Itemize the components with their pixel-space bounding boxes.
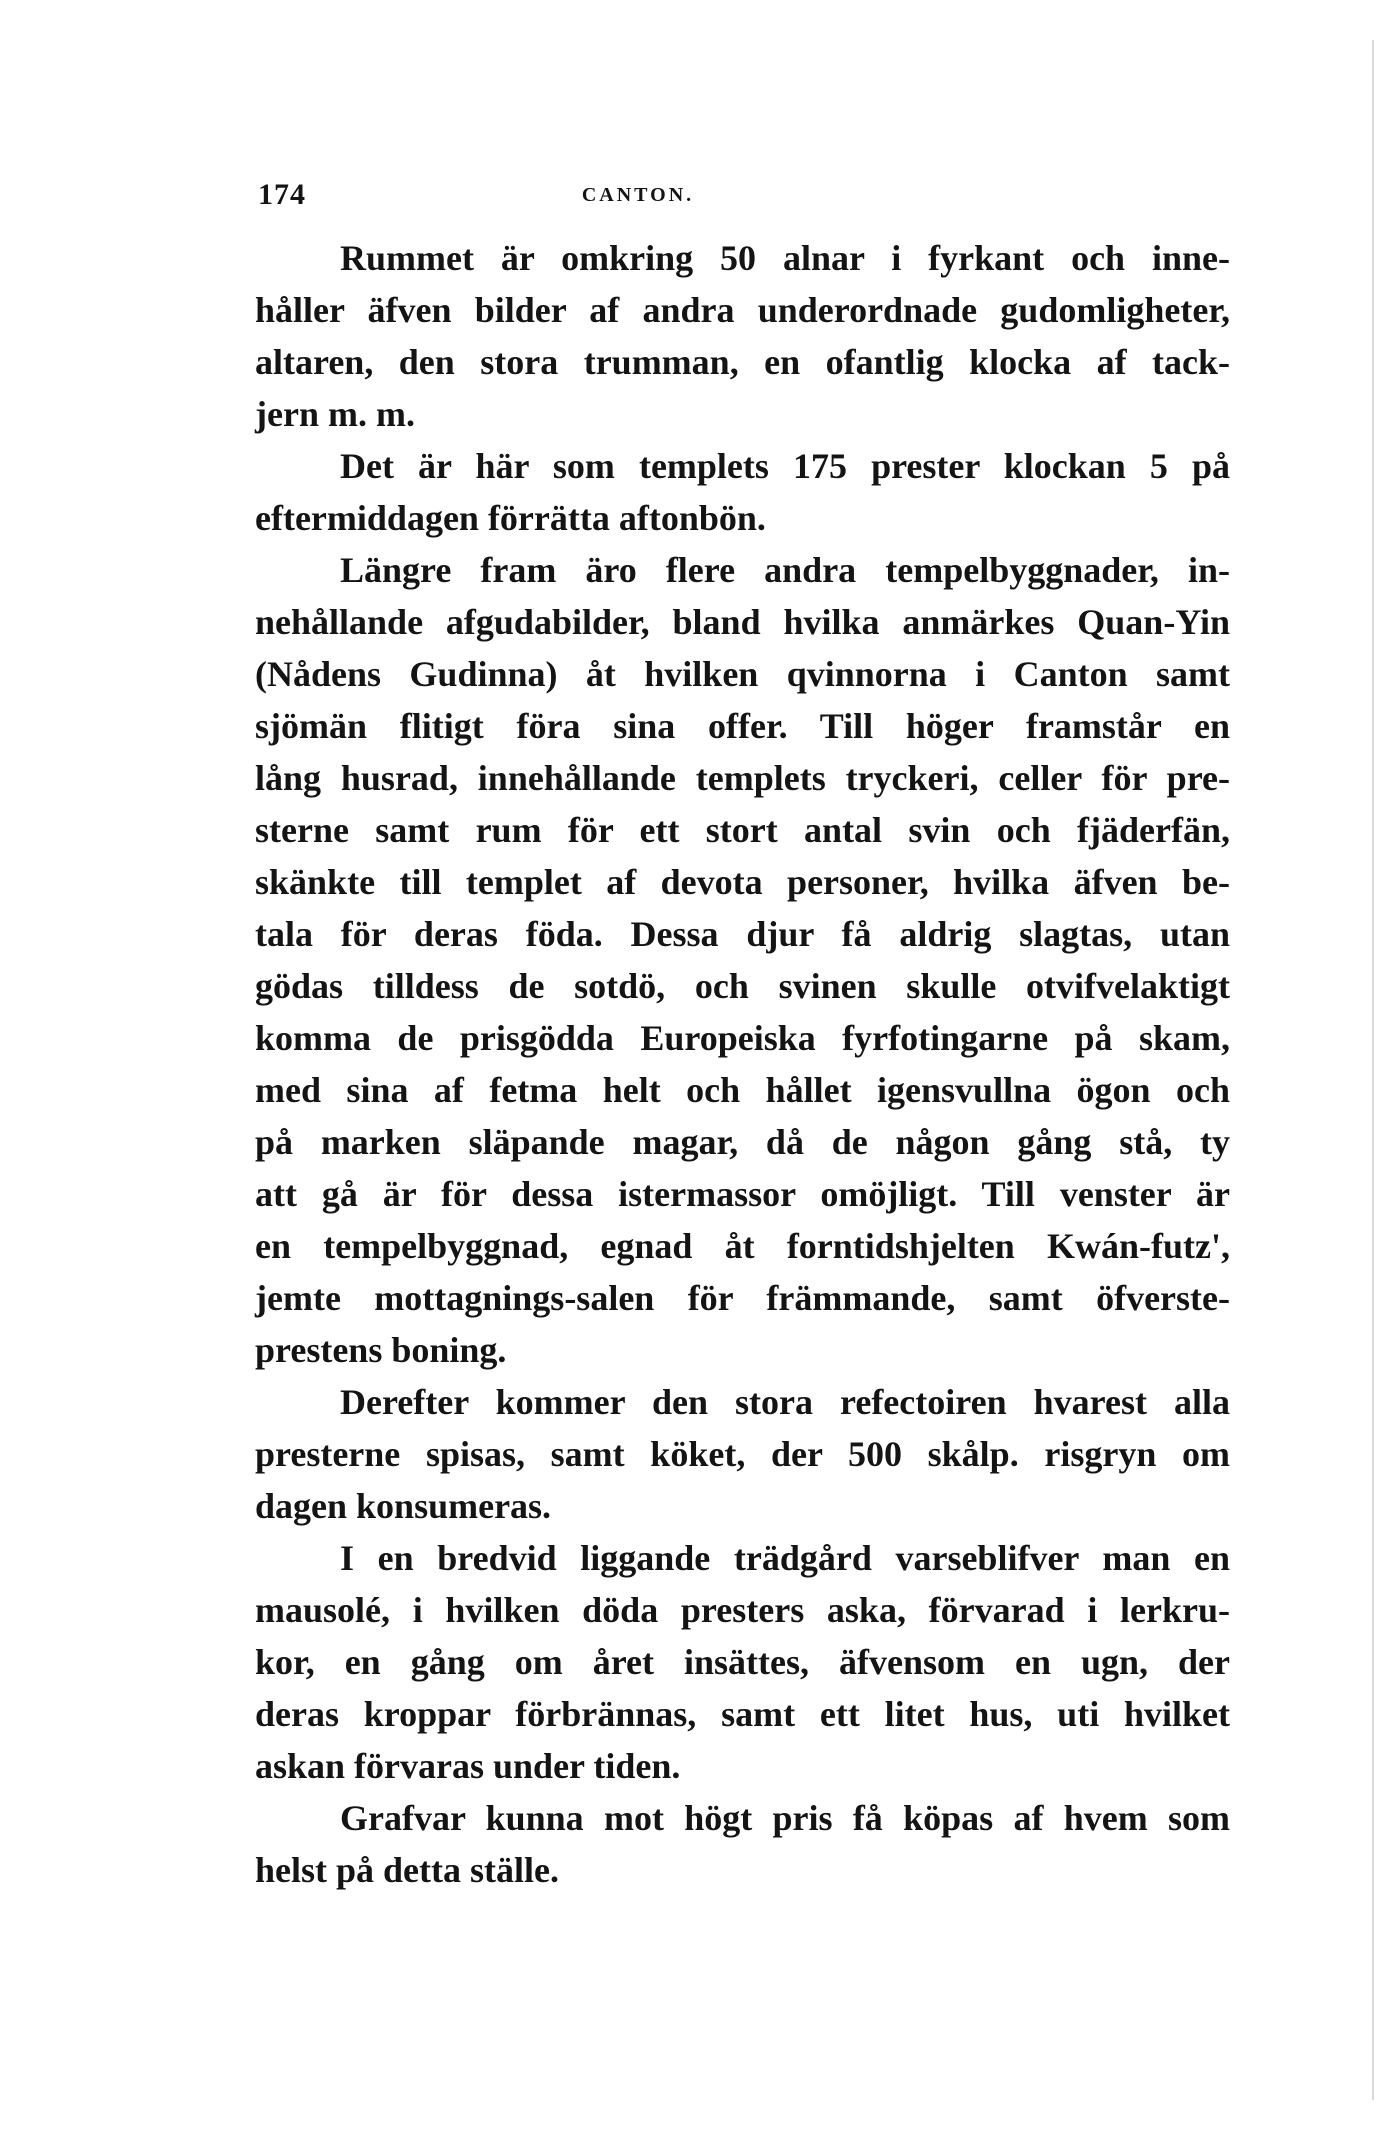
text-line: på marken släpande magar, då de någon gång stå, ty	[255, 1122, 1230, 1162]
text-line: jemte mottagnings-salen för främmande, samt öfverste-	[255, 1278, 1230, 1318]
text-line: kor, en gång om året insättes, äfvensom en ugn, der	[255, 1642, 1230, 1682]
text-line: Derefter kommer den stora refectoiren hvarest alla	[340, 1382, 1230, 1422]
text-line: skänkte till templet af devota personer, hvilka äfven be-	[255, 862, 1230, 902]
text-line: att gå är för dessa istermassor omöjligt. Till venster är	[255, 1174, 1230, 1214]
text-line: presterne spisas, samt köket, der 500 skålp. risgryn om	[255, 1434, 1230, 1474]
page-number: 174	[258, 178, 306, 211]
text-line: gödas tilldess de sotdö, och svinen skulle otvifvelaktigt	[255, 966, 1230, 1006]
text-line: (Nådens Gudinna) åt hvilken qvinnorna i Canton samt	[255, 654, 1230, 694]
text-line: altaren, den stora trumman, en ofantlig klocka af tack-	[255, 342, 1230, 382]
text-line: en tempelbyggnad, egnad åt forntidshjelten Kwán-futz',	[255, 1226, 1230, 1266]
text-line: askan förvaras under tiden.	[255, 1746, 681, 1786]
text-line: lång husrad, innehållande templets tryckeri, celler för pre-	[255, 758, 1230, 798]
text-line: jern m. m.	[255, 394, 415, 434]
text-line: Det är här som templets 175 prester klockan 5 på	[340, 446, 1230, 486]
text-line: nehållande afgudabilder, bland hvilka anmärkes Quan-Yin	[255, 602, 1230, 642]
text-line: eftermiddagen förrätta aftonbön.	[255, 498, 766, 538]
text-line: Rummet är omkring 50 alnar i fyrkant och inne-	[340, 238, 1230, 278]
text-line: håller äfven bilder af andra underordnade gudomligheter,	[255, 290, 1230, 330]
text-line: dagen konsumeras.	[255, 1486, 552, 1526]
text-line: helst på detta ställe.	[255, 1850, 559, 1890]
text-line: med sina af fetma helt och hållet igensvullna ögon och	[255, 1070, 1230, 1110]
text-line: komma de prisgödda Europeiska fyrfotingarne på skam,	[255, 1018, 1230, 1058]
text-line: I en bredvid liggande trädgård varseblifver man en	[340, 1538, 1230, 1578]
text-line: sjömän flitigt föra sina offer. Till höger framstår en	[255, 706, 1230, 746]
text-line: prestens boning.	[255, 1330, 507, 1370]
text-line: mausolé, i hvilken döda presters aska, förvarad i lerkru-	[255, 1590, 1230, 1630]
text-line: sterne samt rum för ett stort antal svin och fjäderfän,	[255, 810, 1230, 850]
text-line: tala för deras föda. Dessa djur få aldrig slagtas, utan	[255, 914, 1230, 954]
page-header	[258, 178, 1018, 218]
page-edge-line	[1372, 40, 1374, 2100]
text-line: Längre fram äro flere andra tempelbyggnader, in-	[340, 550, 1230, 590]
text-line: Grafvar kunna mot högt pris få köpas af hvem som	[340, 1798, 1230, 1838]
text-line: deras kroppar förbrännas, samt ett litet hus, uti hvilket	[255, 1694, 1230, 1734]
running-head: CANTON.	[581, 184, 695, 206]
text-body	[255, 232, 1230, 1896]
